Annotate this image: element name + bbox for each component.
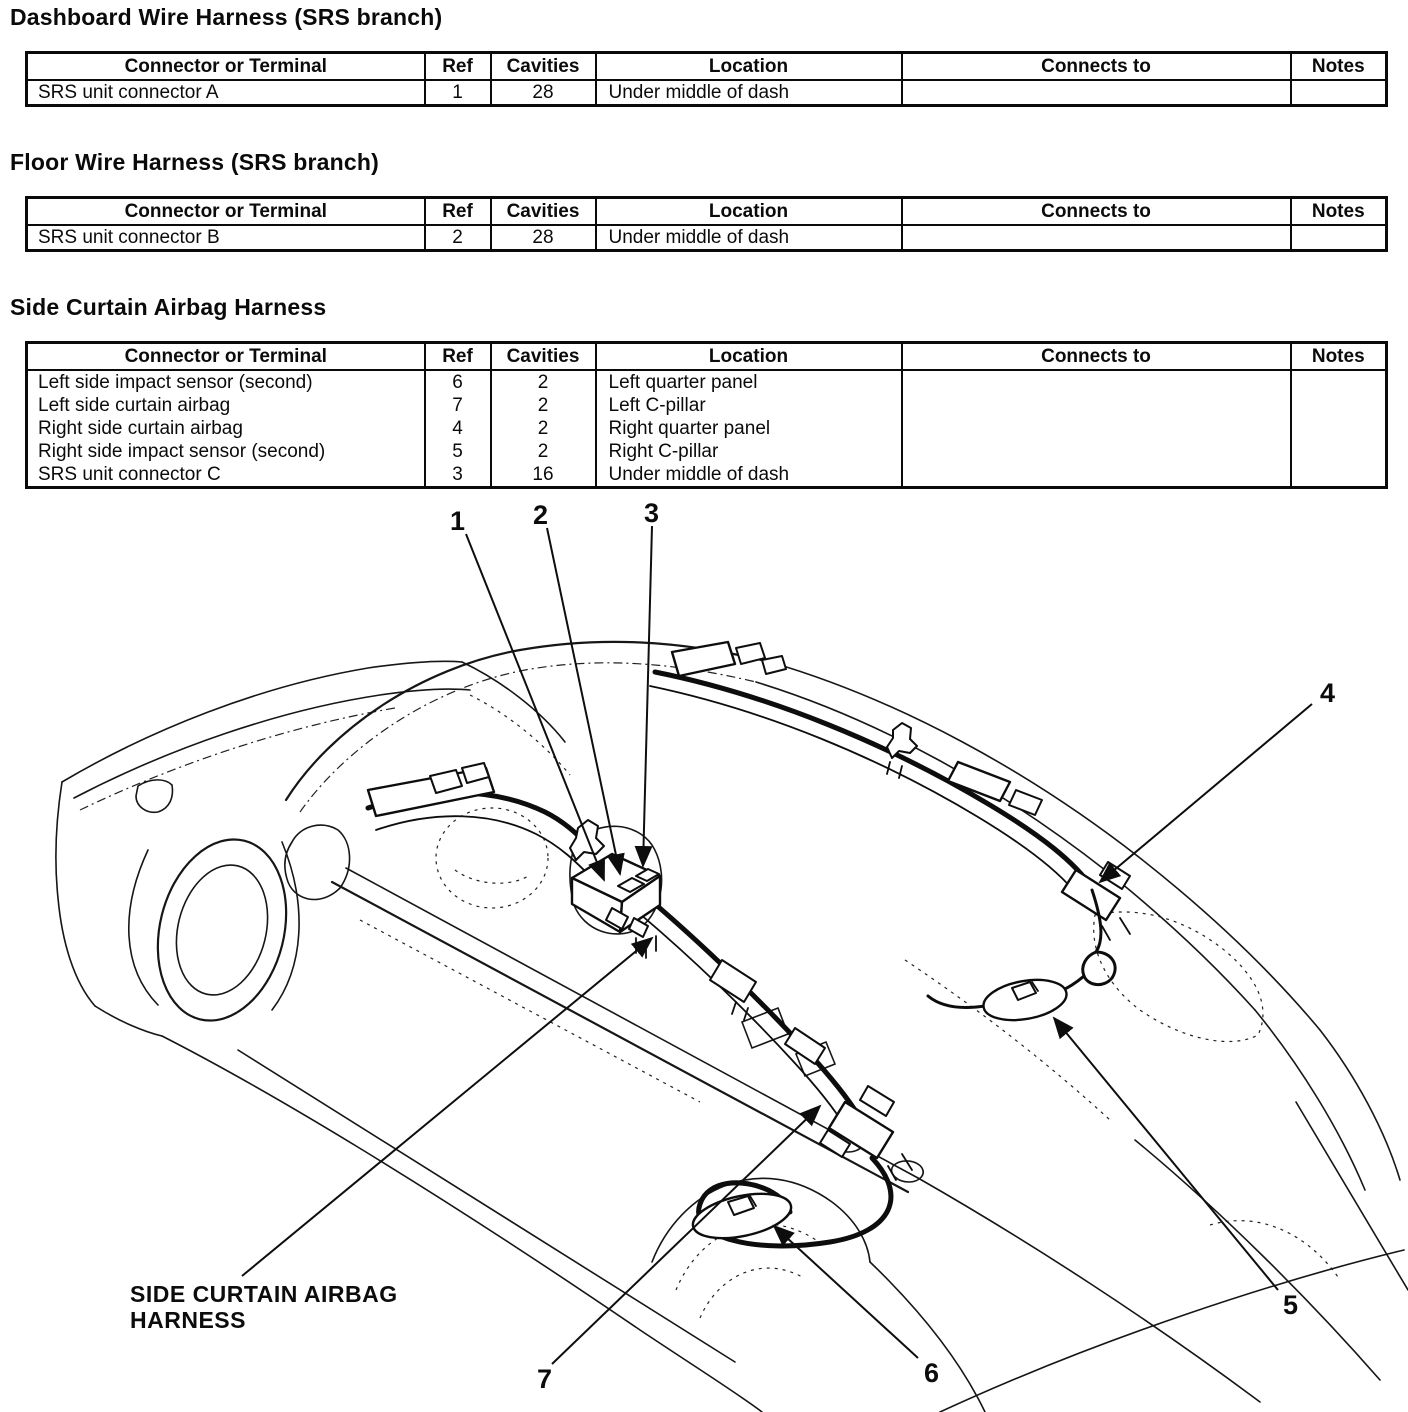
table-cell: 4 <box>425 417 491 440</box>
table-cell <box>1291 370 1387 394</box>
leader-7 <box>552 1106 820 1364</box>
table-row <box>27 225 1387 251</box>
front-wheel <box>140 826 305 1035</box>
table-cell: 2 <box>491 417 596 440</box>
connector-table <box>25 51 1388 107</box>
callout-2: 2 <box>533 500 549 530</box>
table-cell: Left side curtain airbag <box>27 394 425 417</box>
table-cell: SRS unit connector B <box>27 225 425 251</box>
leader-6 <box>774 1226 918 1358</box>
table-cell <box>1291 80 1387 106</box>
callout-7: 7 <box>537 1364 553 1394</box>
column-header: Notes <box>1291 198 1387 226</box>
table-cell: Left C-pillar <box>596 394 902 417</box>
leader-1 <box>466 534 604 880</box>
table-cell: SRS unit connector C <box>27 463 425 488</box>
column-header: Ref <box>425 198 491 226</box>
column-header: Notes <box>1291 53 1387 81</box>
table-cell <box>902 225 1291 251</box>
callout-5: 5 <box>1283 1290 1299 1320</box>
leader-harness-label <box>242 938 652 1276</box>
table-row <box>27 463 1387 488</box>
rear-quarter-window <box>1094 912 1263 1042</box>
headlight-outline <box>136 780 172 812</box>
table-row <box>27 417 1387 440</box>
harness-section <box>0 294 1408 489</box>
column-header: Location <box>596 343 902 371</box>
column-header: Connects to <box>902 198 1291 226</box>
harness-label-line-1: SIDE CURTAIN AIRBAG <box>130 1281 398 1307</box>
table-cell: 1 <box>425 80 491 106</box>
harness-label-line-2: HARNESS <box>130 1307 246 1333</box>
curtain-airbag-module <box>710 960 756 1002</box>
column-header: Ref <box>425 343 491 371</box>
table-cell: 2 <box>491 394 596 417</box>
column-header: Cavities <box>491 343 596 371</box>
table-cell <box>902 370 1291 394</box>
table-row <box>27 370 1387 394</box>
curtain-airbag-module <box>672 642 735 676</box>
left-curtain-airbag-connector <box>820 1086 912 1180</box>
harness-clip <box>887 723 917 758</box>
section-title: Dashboard Wire Harness (SRS branch) <box>10 4 443 30</box>
table-cell <box>902 463 1291 488</box>
table-row <box>27 394 1387 417</box>
column-header: Notes <box>1291 343 1387 371</box>
header-row <box>27 343 1387 371</box>
table-cell <box>1291 440 1387 463</box>
tables <box>0 0 1408 489</box>
table-cell <box>1291 225 1387 251</box>
column-header: Connector or Terminal <box>27 198 425 226</box>
side-curtain-airbag-harness <box>368 642 1130 1246</box>
callout-leaders <box>130 498 1335 1394</box>
table-cell: 3 <box>425 463 491 488</box>
table-cell <box>1291 394 1387 417</box>
table-cell: SRS unit connector A <box>27 80 425 106</box>
column-header: Cavities <box>491 53 596 81</box>
steering-wheel <box>436 808 548 908</box>
table-cell: Left side impact sensor (second) <box>27 370 425 394</box>
table-cell: Right quarter panel <box>596 417 902 440</box>
table-cell <box>902 440 1291 463</box>
table-cell: 28 <box>491 225 596 251</box>
section-title: Floor Wire Harness (SRS branch) <box>10 149 379 175</box>
table-cell: 2 <box>491 370 596 394</box>
table-cell: 6 <box>425 370 491 394</box>
column-header: Ref <box>425 53 491 81</box>
table-cell: 28 <box>491 80 596 106</box>
column-header: Cavities <box>491 198 596 226</box>
table-cell <box>902 394 1291 417</box>
table-cell <box>1291 463 1387 488</box>
table-cell: 2 <box>425 225 491 251</box>
column-header: Location <box>596 198 902 226</box>
column-header: Connects to <box>902 53 1291 81</box>
harness-section <box>0 149 1408 252</box>
table-cell: Under middle of dash <box>596 225 902 251</box>
car-harness-illustration <box>0 490 1408 1412</box>
table-row <box>27 440 1387 463</box>
connector-table <box>25 341 1388 489</box>
section-title: Side Curtain Airbag Harness <box>10 294 327 320</box>
table-cell <box>902 80 1291 106</box>
callout-1: 1 <box>450 506 466 536</box>
harness-diagram-figure <box>0 490 1408 1412</box>
table-cell: 2 <box>491 440 596 463</box>
callout-6: 6 <box>924 1358 940 1388</box>
harness-section <box>0 4 1408 107</box>
column-header: Connector or Terminal <box>27 343 425 371</box>
column-header: Connector or Terminal <box>27 53 425 81</box>
header-row <box>27 198 1387 226</box>
callout-4: 4 <box>1320 678 1336 708</box>
table-cell: 7 <box>425 394 491 417</box>
column-header: Location <box>596 53 902 81</box>
table-cell: Left quarter panel <box>596 370 902 394</box>
side-mirror <box>285 825 350 899</box>
table-cell: Right side curtain airbag <box>27 417 425 440</box>
table-cell <box>1291 417 1387 440</box>
callout-3: 3 <box>644 498 660 528</box>
column-header: Connects to <box>902 343 1291 371</box>
table-cell: 5 <box>425 440 491 463</box>
table-row <box>27 80 1387 106</box>
leader-3 <box>643 526 652 866</box>
table-cell: Right side impact sensor (second) <box>27 440 425 463</box>
table-cell: Under middle of dash <box>596 463 902 488</box>
right-side-impact-sensor <box>980 974 1069 1026</box>
table-cell: Right C-pillar <box>596 440 902 463</box>
table-cell: 16 <box>491 463 596 488</box>
connector-table <box>25 196 1388 252</box>
leader-5 <box>1054 1018 1278 1290</box>
header-row <box>27 53 1387 81</box>
leader-4 <box>1100 704 1312 882</box>
table-cell: Under middle of dash <box>596 80 902 106</box>
table-cell <box>902 417 1291 440</box>
